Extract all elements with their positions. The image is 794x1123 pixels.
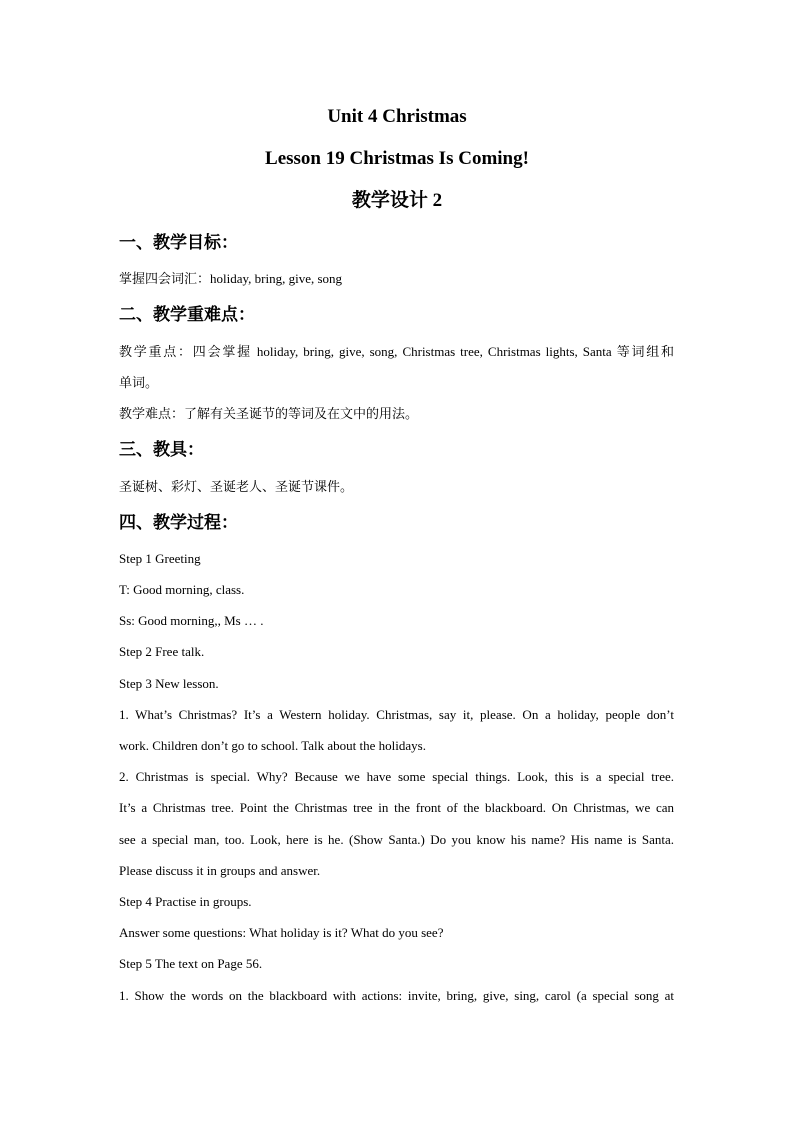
design-title: 教学设计 2 — [351, 190, 443, 211]
process-line: Ss: Good morning,, Ms … . — [119, 613, 264, 628]
lesson-title: Lesson 19 Christmas Is Coming! — [265, 148, 529, 169]
process-line: Step 2 Free talk. — [119, 644, 205, 659]
key-focus-line-2: 单词。 — [119, 375, 159, 390]
process-line: Step 1 Greeting — [119, 551, 201, 566]
process-line: work. Children don’t go to school. Talk about the holidays. — [119, 738, 426, 753]
key-difficulty-text: 教学难点：了解有关圣诞节的等词及在文中的用法。 — [119, 406, 419, 421]
key-focus-line-1: 教学重点：四会掌握 holiday, bring, give, song, Christmas tree, Christmas lights, Santa 等词组和 — [119, 344, 674, 359]
unit-title: Unit 4 Christmas — [327, 106, 467, 127]
process-line: 1. What’s Christmas? It’s a Western holiday. Christmas, say it, please. On a holiday, people don’t — [119, 707, 674, 722]
objectives-text: 掌握四会词汇：holiday, bring, give, song — [119, 271, 343, 286]
process-line: Answer some questions: What holiday is it? What do you see? — [119, 925, 444, 940]
process-line: 2. Christmas is special. Why? Because we have some special things. Look, this is a special tree. — [119, 769, 674, 784]
process-line: T: Good morning, class. — [119, 582, 245, 597]
process-line: Please discuss it in groups and answer. — [119, 863, 321, 878]
process-line: 1. Show the words on the blackboard with actions: invite, bring, give, sing, carol (a special song at — [119, 988, 674, 1003]
materials-text: 圣诞树、彩灯、圣诞老人、圣诞节课件。 — [119, 479, 354, 494]
key-points-heading: 二、教学重难点： — [119, 305, 255, 324]
process-line: see a special man, too. Look, here is he. (Show Santa.) Do you know his name? His name is Santa. — [119, 832, 674, 847]
process-line: Step 3 New lesson. — [119, 676, 219, 691]
process-line: Step 5 The text on Page 56. — [119, 956, 263, 971]
process-line: Step 4 Practise in groups. — [119, 894, 252, 909]
objectives-heading: 一、教学目标： — [119, 233, 238, 252]
process-line: It’s a Christmas tree. Point the Christmas tree in the front of the blackboard. On Christmas, we can — [119, 800, 674, 815]
materials-heading: 三、教具： — [119, 440, 204, 459]
process-heading: 四、教学过程： — [119, 513, 238, 532]
